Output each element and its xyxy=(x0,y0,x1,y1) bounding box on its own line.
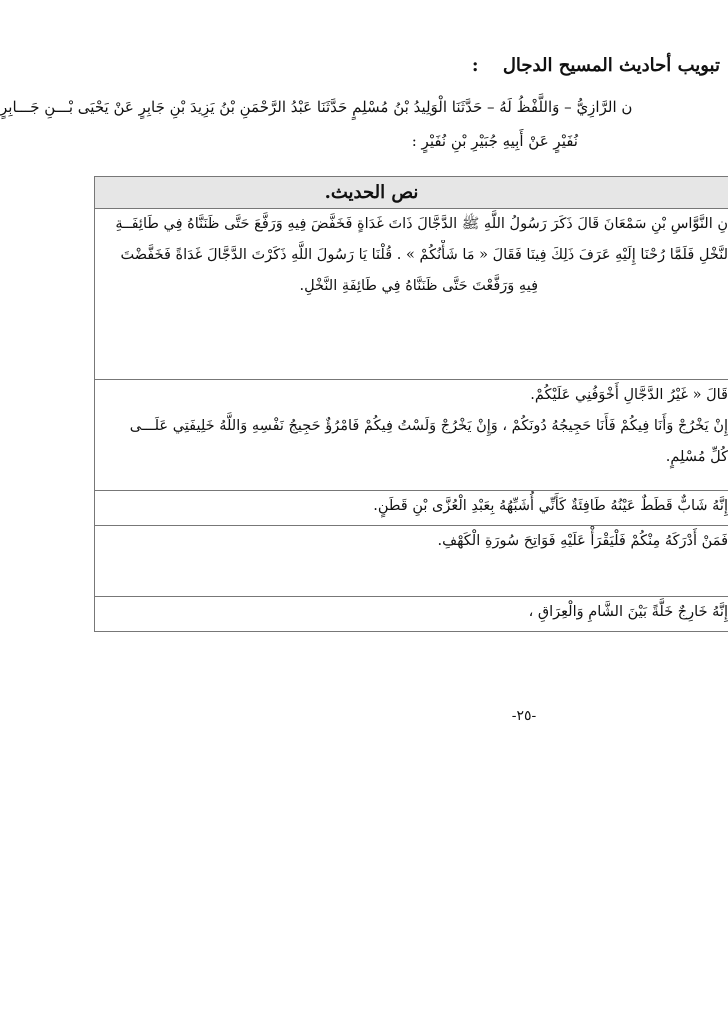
row1-line-3: فِيهِ وَرَفَّعْتَ حَتَّى ظَنَنَّاهُ فِي طَائِفَةِ النَّخْلِ. xyxy=(299,278,538,294)
heading-title: تبويب أحاديث المسيح الدجال xyxy=(502,55,720,76)
table-header-row xyxy=(95,177,728,209)
isnad-block xyxy=(0,90,728,158)
isnad-line-1: ن الرَّازِيُّ – وَاللَّفْظُ لَهُ – حَدَّثَنَا الْوَلِيدُ بْنُ مُسْلِمٍ حَدَّثَنَا عَبْدُ الرَّحْمَنِ بْنُ يَزِيدَ بْنِ جَابِرٍ عَنْ يَحْيَى بْـــنِ جَـــابِرٍ xyxy=(0,98,633,116)
page-number: -٢٥- xyxy=(511,708,537,724)
heading-colon: : xyxy=(471,55,479,76)
row4-line-1: فَمَنْ أَدْرَكَهُ مِنْكُمْ فَلْيَقْرَأْ عَلَيْهِ فَوَاتِحَ سُورَةِ الْكَهْفِ. xyxy=(437,533,728,549)
page-heading xyxy=(300,55,720,83)
table-row xyxy=(95,380,728,491)
row5-line-1: إِنَّهُ خَارِجٌ خَلَّةً بَيْنَ الشَّامِ وَالْعِرَاقِ ، xyxy=(528,604,728,620)
row2-line-1: قَالَ « غَيْرُ الدَّجَّالِ أَخْوَفُنِي عَلَيْكُمْ. xyxy=(530,387,728,403)
table-row xyxy=(95,597,728,632)
table-row xyxy=(95,209,728,380)
row2-line-3: كُلِّ مُسْلِمٍ. xyxy=(665,449,728,465)
row1-line-2: لنَّخْلِ فَلَمَّا رُحْنَا إِلَيْهِ عَرَفَ ذَلِكَ فِينَا فَقَالَ « مَا شَأْنُكُمْ » . قُلْنَا يَا رَسُولَ اللَّهِ ذَكَرْتَ الدَّجَّالَ غَدَاةً فَخَفَّضْتَ xyxy=(120,247,728,263)
table-row xyxy=(95,491,728,526)
hadith-table xyxy=(94,176,728,632)
row1-line-1: نِ النَّوَّاسِ بْنِ سَمْعَانَ قَالَ ذَكَرَ رَسُولُ اللَّهِ ﷺ الدَّجَّالَ ذَاتَ غَدَاةٍ فَخَفَّضَ فِيهِ وَرَفَّعَ حَتَّى ظَنَنَّاهُ فِي طَائِفَــةِ xyxy=(115,216,728,232)
row3-line-1: إِنَّهُ شَابٌّ قَطَطٌ عَيْنُهُ طَافِئَةٌ كَأَنِّي أُشَبِّهُهُ بِعَبْدِ الْعُزَّى بْنِ قَطَنٍ. xyxy=(373,498,728,514)
table-row xyxy=(95,526,728,597)
row2-line-2: إِنْ يَخْرُجْ وَأَنَا فِيكُمْ فَأَنَا حَجِيجُهُ دُونَكُمْ ، وَإِنْ يَخْرُجْ وَلَسْتُ فِيكُمْ فَامْرُؤٌ حَجِيجُ نَفْسِهِ وَاللَّهُ خَلِيفَتِي عَلَـــى xyxy=(129,418,728,434)
isnad-line-2: نُفَيْرٍ عَنْ أَبِيهِ جُبَيْرِ بْنِ نُفَيْرٍ : xyxy=(411,132,578,150)
table-header-title: نص الحديث. xyxy=(324,182,419,203)
